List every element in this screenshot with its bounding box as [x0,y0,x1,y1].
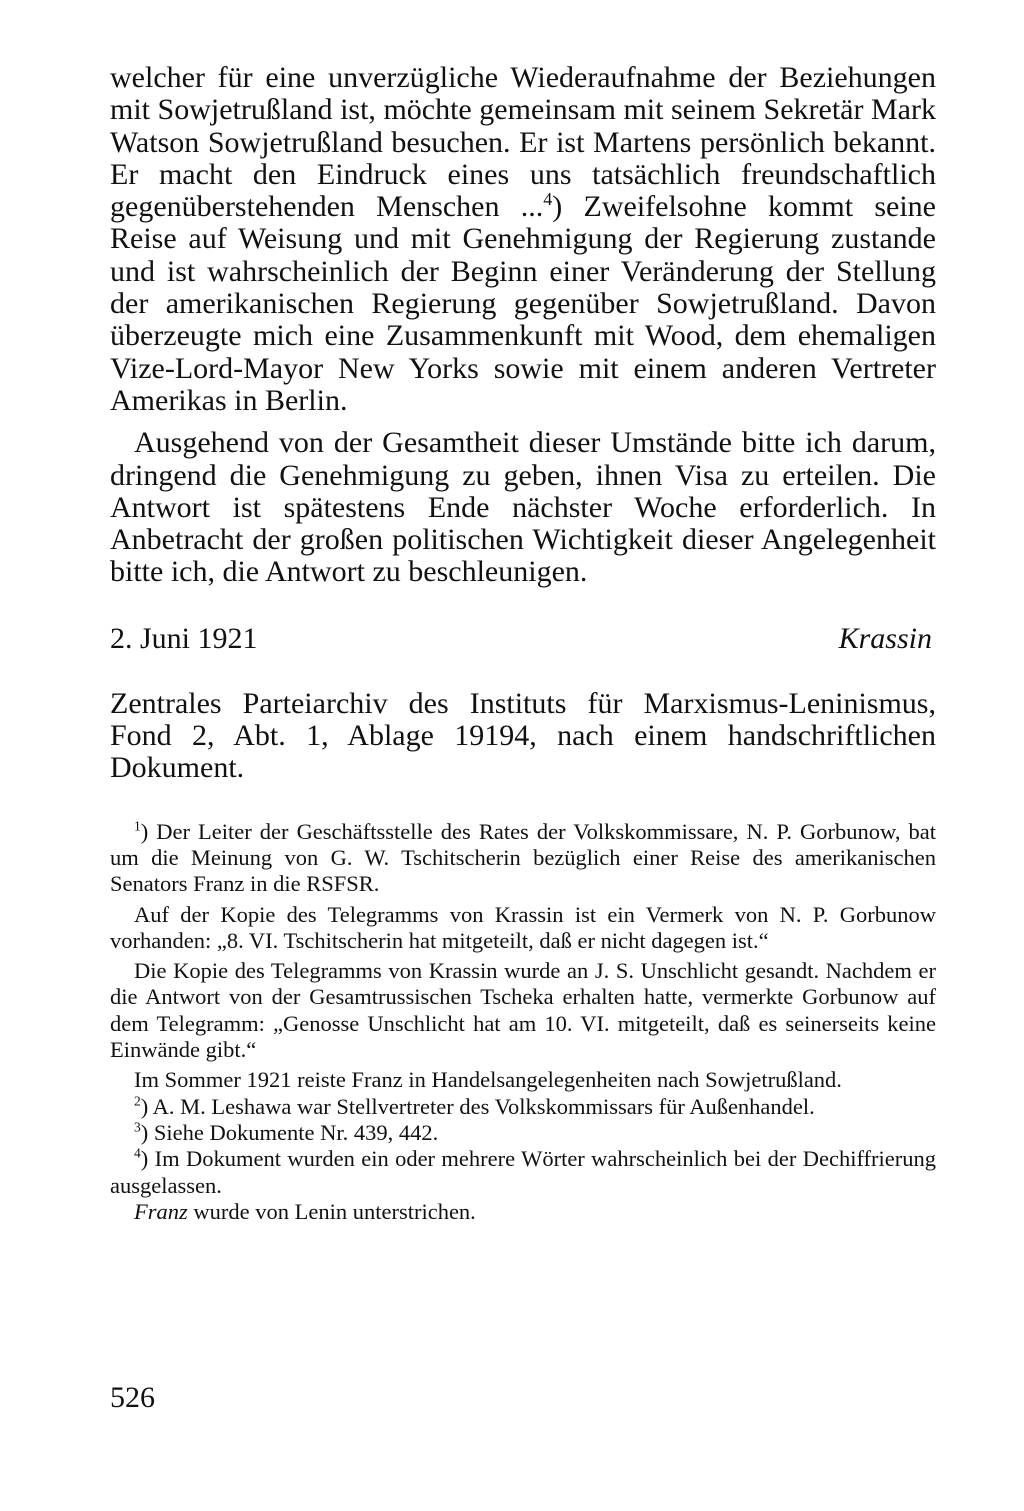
footnote-2-text: ) A. M. Leshawa war Stellvertreter des Volkskommissars für Außenhandel. [140,1093,815,1119]
footnote-3-text: ) Siehe Dokumente Nr. 439, 442. [140,1119,439,1145]
archive-source: Zentrales Parteiarchiv des Instituts für Marxismus-Leninismus, Fond 2, Abt. 1, Ablage 19194, nach einem handschriftlichen Dokument. [110,686,936,785]
footnote-4-italic-word: Franz [134,1198,188,1224]
footnote-3-mark: 3 [134,1119,141,1135]
footnote-1 [110,819,936,898]
page-content [110,62,936,1225]
footnote-1-mark: 1 [134,818,141,834]
footnote-1-text: ) Der Leiter der Geschäftsstelle des Rates der Volkskommissare, N. P. Gorbunow, bat um die Meinung von G. W. Tschitscherin bezüglich einer Reise des amerikanischen Senators Franz in die RSFSR. [110,818,936,897]
footnote-1-paragraph-2: Auf der Kopie des Telegramms von Krassin ist ein Vermerk von N. P. Gorbunow vorhanden: „8. VI. Tschitscherin hat mitgeteilt, daß er nicht dagegen ist.“ [110,901,936,953]
main-paragraph-2: Ausgehend von der Gesamtheit dieser Umstände bitte ich darum, dringend die Genehmigung zu geben, ihnen Visa zu erteilen. Die Antwort ist spätestens Ende nächster Woche erforderlich. In Anbetracht der großen politischen Wichtigkeit dieser Angelegenheit bitte ich, die Antwort zu beschleunigen. [110,426,936,589]
letter-date: 2. Juni 1921 [110,621,258,655]
footnote-1-paragraph-4: Im Sommer 1921 reiste Franz in Handelsangelegenheiten nach Sowjetrußland. [134,1067,842,1093]
footnote-ref-4: 4 [543,189,553,210]
main-paragraph-1 [110,62,936,417]
footnote-1-paragraph-3: Die Kopie des Telegramms von Krassin wurde an J. S. Unschlicht gesandt. Nachdem er die Antwort von der Gesamtrussischen Tscheka erhalten hatte, vermerkte Gorbunow auf dem Telegramm: „Genosse Unschlicht hat am 10. VI. mitgeteilt, daß es seinerseits keine Einwände gibt.“ [110,958,936,1063]
footnote-4-paragraph-2 [110,1199,936,1225]
footnote-2 [110,1094,936,1120]
signature-name: Krassin [838,621,932,655]
paragraph-1-text-b: ) Zweifelsohne kommt seine Reise auf Weisung und mit Genehmigung der Regierung zustande und ist wahrscheinlich der Beginn einer Veränderung der Stellung der amerikanischen Regierung gegenüber Sowjetrußland. Davon überzeugte mich eine Zusammenkunft mit Wood, dem ehemaligen Vize-Lord-Mayor New Yorks sowie mit einem anderen Vertreter Amerikas in Berlin. [110,190,936,417]
signature-row [110,623,936,655]
footnotes [110,819,936,1225]
footnote-4-mark: 4 [134,1145,141,1161]
footnote-4-text: ) Im Dokument wurden ein oder mehrere Wörter wahrscheinlich bei der Dechiffrierung ausgelassen. [110,1146,936,1198]
footnote-2-mark: 2 [134,1093,141,1109]
footnote-4 [110,1146,936,1199]
page-number: 526 [110,1381,155,1414]
footnote-3 [110,1120,936,1146]
paragraph-1-text-a: welcher für eine unverzügliche Wiederaufnahme der Beziehungen mit Sowjetrußland ist, möchte gemeinsam mit seinem Sekretär Mark Watson Sowjetrußland besuchen. Er ist Martens persönlich bekannt. Er macht den Eindruck eines uns tatsächlich freundschaftlich gegenüberstehenden Menschen ... [110,61,936,224]
footnote-4-paragraph-2-text: wurde von Lenin unterstrichen. [187,1198,476,1224]
